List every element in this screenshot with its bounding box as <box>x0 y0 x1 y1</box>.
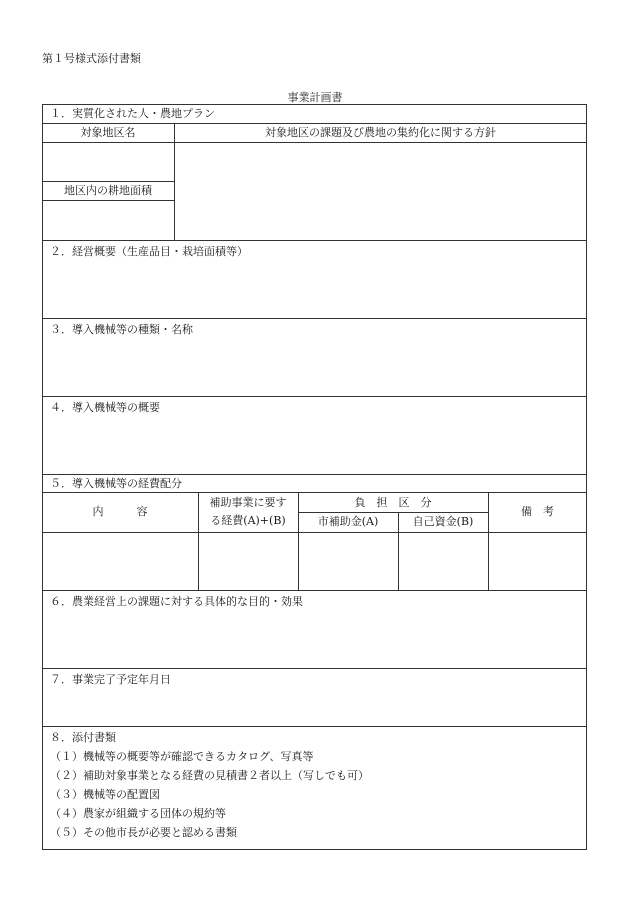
divider <box>42 142 587 143</box>
divider <box>42 492 587 493</box>
document-title: 事業計画書 <box>287 91 343 104</box>
form-number-label: 第１号様式添付書類 <box>42 52 141 65</box>
target-area-header: 対象地区名 <box>80 126 136 139</box>
section-8-heading: ８．添付書類 <box>50 731 116 744</box>
section-3-heading: ３．導入機械等の種類・名称 <box>50 323 193 336</box>
area-policy-header: 対象地区の課題及び農地の集約化に関する方針 <box>265 126 496 139</box>
content-column-header: 内 容 <box>92 505 148 518</box>
section-1-heading: １．実質化された人・農地プラン <box>50 107 215 120</box>
divider <box>42 474 587 475</box>
project-cost-header-line2: る経費(A)+(B) <box>210 514 286 527</box>
divider <box>174 123 175 240</box>
attachment-item: （２）補助対象事業となる経費の見積書２者以上（写しでも可） <box>50 769 369 782</box>
section-7-heading: ７．事業完了予定年月日 <box>50 673 171 686</box>
divider <box>42 200 174 201</box>
attachment-item: （４）農家が組織する団体の規約等 <box>50 807 226 820</box>
divider <box>42 181 174 182</box>
section-2-heading: ２．経営概要（生産品目・栽培面積等） <box>50 245 248 258</box>
own-funds-header: 自己資金(B) <box>412 515 474 528</box>
city-subsidy-header: 市補助金(A) <box>317 515 379 528</box>
attachment-item: （３）機械等の配置図 <box>50 788 160 801</box>
divider <box>42 240 587 241</box>
attachment-item: （１）機械等の概要等が確認できるカタログ、写真等 <box>50 750 314 763</box>
section-6-heading: ６．農業経営上の課題に対する具体的な目的・効果 <box>50 595 303 608</box>
divider <box>42 726 587 727</box>
divider <box>42 396 587 397</box>
divider <box>298 512 488 513</box>
divider <box>42 590 587 591</box>
farmland-area-label: 地区内の耕地面積 <box>64 184 152 197</box>
attachment-item: （５）その他市長が必要と認める書類 <box>50 826 237 839</box>
project-cost-header-line1: 補助事業に要す <box>209 496 287 509</box>
divider <box>42 532 587 533</box>
burden-division-header: 負 担 区 分 <box>354 496 432 509</box>
section-5-heading: ５．導入機械等の経費配分 <box>50 477 182 490</box>
remarks-header: 備 考 <box>521 505 554 518</box>
divider <box>42 123 587 124</box>
section-4-heading: ４．導入機械等の概要 <box>50 401 160 414</box>
divider <box>42 318 587 319</box>
divider <box>42 668 587 669</box>
